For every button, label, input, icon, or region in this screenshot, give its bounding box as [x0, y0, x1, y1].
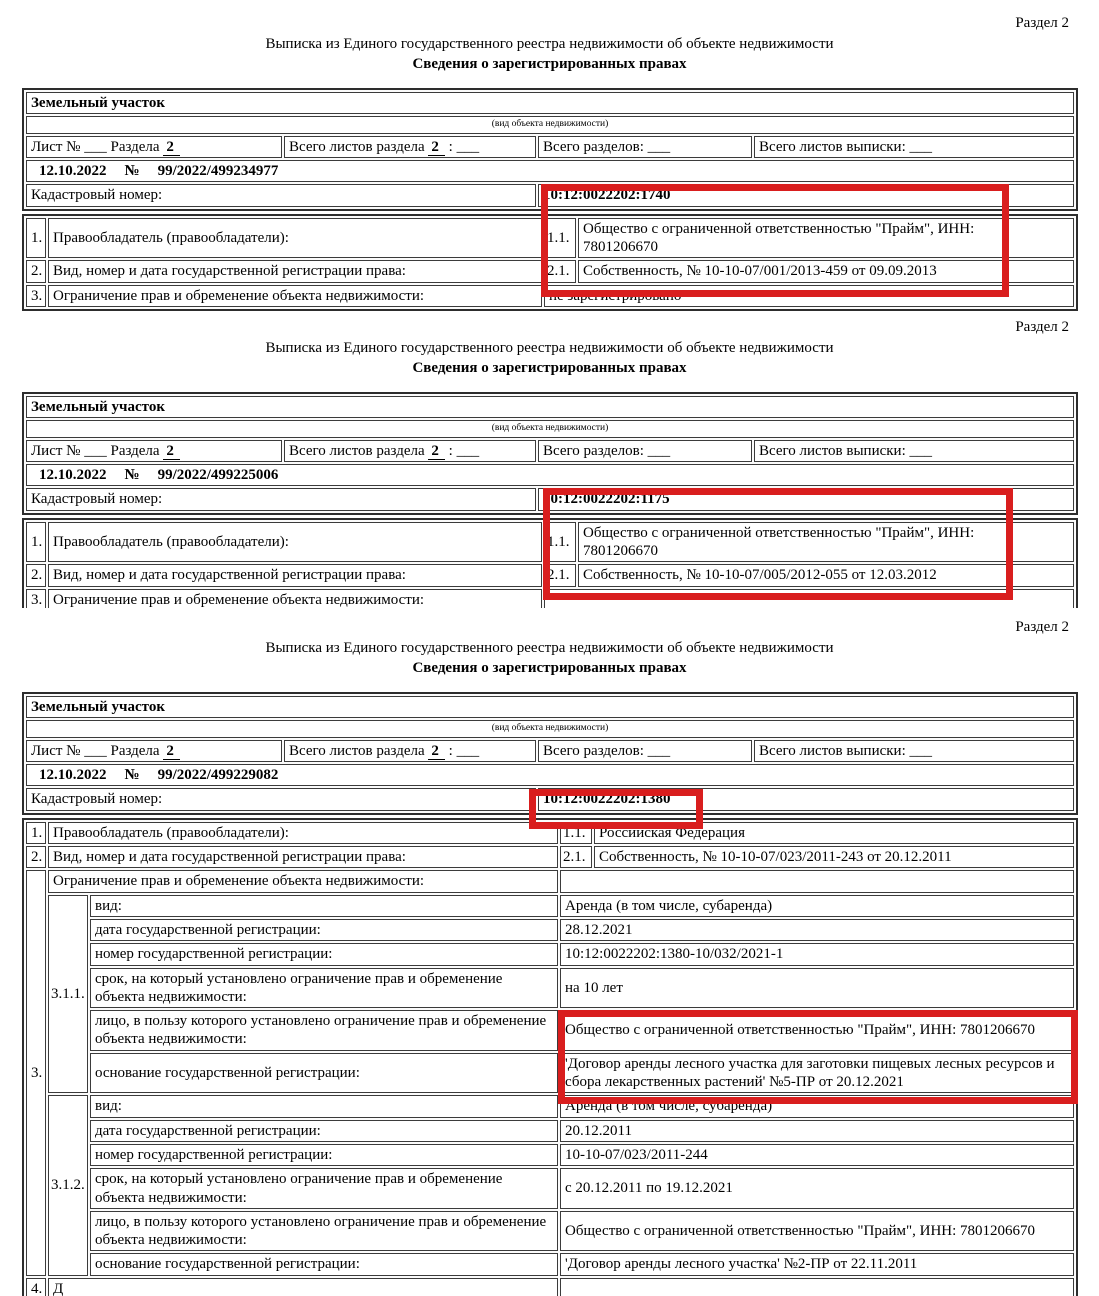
row-number: 3. [26, 870, 46, 1275]
row-label: номер государственной регистрации: [90, 1144, 558, 1166]
extract-number: 99/2022/499229082 [157, 767, 279, 784]
row-value: Собственность, № 10-10-07/023/2011-243 от 20.12.2011 [594, 846, 1074, 868]
document-section-2 [0, 312, 1099, 612]
extract-date-line [26, 464, 1074, 486]
row-label: срок, на который установлено ограничение прав и обременение объекта недвижимости: [90, 968, 558, 1009]
sheet-info-row [26, 440, 1074, 462]
extract-date-line [26, 764, 1074, 786]
table-row [26, 1278, 1074, 1296]
row-value: 28.12.2021 [560, 919, 1074, 941]
row-subnumber: 2.1. [544, 564, 576, 586]
object-type: Земельный участок [26, 396, 1074, 418]
table-row [26, 870, 1074, 892]
extract-date: 12.10.2022 [39, 163, 107, 180]
row-value: Собственность, № 10-10-07/005/2012-055 от 12.03.2012 [578, 564, 1074, 586]
total-sections-cell: Всего разделов: ___ [538, 440, 752, 462]
row-label: Вид, номер и дата государственной регистрации права: [48, 846, 558, 868]
row-label: Правообладатель (правообладатели): [48, 522, 542, 563]
table-row [26, 260, 1074, 282]
total-sheets-cell: Всего листов раздела 2 : ___ [284, 136, 536, 158]
rights-table [22, 818, 1078, 1296]
row-value: Аренда (в том числе, субаренда) [560, 895, 1074, 917]
row-number: 1. [26, 522, 46, 563]
row-label: лицо, в пользу которого установлено ограничение прав и обременение объекта недвижимости: [90, 1211, 558, 1252]
extract-date: 12.10.2022 [39, 767, 107, 784]
row-label: Вид, номер и дата государственной регистрации права: [48, 260, 542, 282]
row-value [544, 589, 1074, 608]
object-type-caption: (вид объекта недвижимости) [26, 720, 1074, 738]
sheet-info-row [26, 136, 1074, 158]
document-section-3 [0, 612, 1099, 1296]
document-section-1 [0, 0, 1099, 312]
rights-table [22, 518, 1078, 608]
row-label: Правообладатель (правообладатели): [48, 218, 542, 259]
table-row [26, 968, 1074, 1009]
row-value: 'Договор аренды лесного участка для заготовки пищевых лесных ресурсов и сбора лекарственных растений' №5-ПР от 20.12.2021 [560, 1053, 1074, 1094]
group-number: 3.1.2. [48, 1095, 88, 1275]
row-label: основание государственной регистрации: [90, 1253, 558, 1275]
object-type: Земельный участок [26, 696, 1074, 718]
row-label: срок, на который установлено ограничение прав и обременение объекта недвижимости: [90, 1168, 558, 1209]
table-row [26, 919, 1074, 941]
sheet-number-cell: Лист № ___ Раздела 2 [26, 136, 282, 158]
extract-title: Выписка из Единого государственного реестра недвижимости об объекте недвижимости [265, 640, 834, 656]
row-label: Ограничение прав и обременение объекта недвижимости: [48, 589, 542, 608]
row-number: 1. [26, 218, 46, 259]
row-number: 2. [26, 260, 46, 282]
sheet-number-cell: Лист № ___ Раздела 2 [26, 740, 282, 762]
row-label: дата государственной регистрации: [90, 1120, 558, 1142]
extract-title: Выписка из Единого государственного реестра недвижимости об объекте недвижимости [265, 36, 834, 52]
extract-date-line [26, 160, 1074, 182]
table-row [26, 1120, 1074, 1142]
header-table [22, 392, 1078, 515]
row-value: 10-10-07/023/2011-244 [560, 1144, 1074, 1166]
section-label: Раздел 2 [1015, 619, 1069, 635]
cadastral-number-value: 10:12:0022202:1175 [538, 488, 1074, 510]
restriction-header-value [560, 870, 1074, 892]
object-type: Земельный участок [26, 92, 1074, 114]
section-label: Раздел 2 [1015, 15, 1069, 31]
row-value: Общество с ограниченной ответственностью "Прайм", ИНН: 7801206670 [578, 218, 1074, 259]
row-value: Общество с ограниченной ответственностью "Прайм", ИНН: 7801206670 [560, 1211, 1074, 1252]
row-value: 'Договор аренды лесного участка' №2-ПР от 22.11.2011 [560, 1253, 1074, 1275]
extract-subtitle: Сведения о зарегистрированных правах [412, 56, 687, 72]
cadastral-number-label: Кадастровый номер: [26, 184, 536, 206]
table-row [26, 218, 1074, 259]
row-number: 1. [26, 822, 46, 844]
row-number: 4. [26, 1278, 46, 1296]
extract-number: 99/2022/499225006 [157, 467, 279, 484]
table-row [26, 1010, 1074, 1051]
table-row [26, 564, 1074, 586]
row-label: вид: [90, 895, 558, 917]
row-value: Общество с ограниченной ответственностью "Прайм", ИНН: 7801206670 [578, 522, 1074, 563]
table-row [26, 589, 1074, 608]
extract-title: Выписка из Единого государственного реестра недвижимости об объекте недвижимости [265, 340, 834, 356]
restriction-header-label: Ограничение прав и обременение объекта недвижимости: [48, 870, 558, 892]
row-value: Российская Федерация [594, 822, 1074, 844]
number-sign: № [124, 767, 140, 784]
row-subnumber: 1.1. [560, 822, 592, 844]
row-value [560, 1278, 1074, 1296]
number-sign: № [124, 467, 140, 484]
total-sections-cell: Всего разделов: ___ [538, 740, 752, 762]
total-sections-cell: Всего разделов: ___ [538, 136, 752, 158]
table-row [26, 285, 1074, 307]
table-row [26, 846, 1074, 868]
row-number: 3. [26, 589, 46, 608]
row-value: не зарегистрировано [544, 285, 1074, 307]
row-label: Вид, номер и дата государственной регистрации права: [48, 564, 542, 586]
sheet-number-cell: Лист № ___ Раздела 2 [26, 440, 282, 462]
header-table [22, 692, 1078, 815]
row-value: с 20.12.2011 по 19.12.2021 [560, 1168, 1074, 1209]
object-type-caption: (вид объекта недвижимости) [26, 116, 1074, 134]
table-row [26, 1144, 1074, 1166]
row-value: 20.12.2011 [560, 1120, 1074, 1142]
row-number: 3. [26, 285, 46, 307]
row-label: Ограничение прав и обременение объекта недвижимости: [48, 285, 542, 307]
row-label: Д [48, 1278, 558, 1296]
table-row [26, 1211, 1074, 1252]
total-extract-sheets-cell: Всего листов выписки: ___ [754, 136, 1074, 158]
row-value: Собственность, № 10-10-07/001/2013-459 от 09.09.2013 [578, 260, 1074, 282]
object-type-caption: (вид объекта недвижимости) [26, 420, 1074, 438]
extract-subtitle: Сведения о зарегистрированных правах [412, 660, 687, 676]
row-value: Аренда (в том числе, субаренда) [560, 1095, 1074, 1117]
total-sheets-cell: Всего листов раздела 2 : ___ [284, 740, 536, 762]
extract-number: 99/2022/499234977 [157, 163, 279, 180]
row-subnumber: 2.1. [560, 846, 592, 868]
row-value: Общество с ограниченной ответственностью "Прайм", ИНН: 7801206670 [560, 1010, 1074, 1051]
table-row [26, 1053, 1074, 1094]
cadastral-number-value: 10:12:0022202:1740 [538, 184, 1074, 206]
extract-subtitle: Сведения о зарегистрированных правах [412, 360, 687, 376]
number-sign: № [124, 163, 140, 180]
row-subnumber: 2.1. [544, 260, 576, 282]
row-label: Правообладатель (правообладатели): [48, 822, 558, 844]
row-number: 2. [26, 564, 46, 586]
table-row [26, 522, 1074, 563]
total-extract-sheets-cell: Всего листов выписки: ___ [754, 740, 1074, 762]
total-extract-sheets-cell: Всего листов выписки: ___ [754, 440, 1074, 462]
row-subnumber: 1.1. [544, 218, 576, 259]
cadastral-number-label: Кадастровый номер: [26, 488, 536, 510]
table-row [26, 895, 1074, 917]
total-sheets-cell: Всего листов раздела 2 : ___ [284, 440, 536, 462]
row-label: вид: [90, 1095, 558, 1117]
header-table [22, 88, 1078, 211]
row-value: 10:12:0022202:1380-10/032/2021-1 [560, 943, 1074, 965]
table-row [26, 1168, 1074, 1209]
table-row [26, 1253, 1074, 1275]
extract-date: 12.10.2022 [39, 467, 107, 484]
group-number: 3.1.1. [48, 895, 88, 1094]
row-label: основание государственной регистрации: [90, 1053, 558, 1094]
row-label: номер государственной регистрации: [90, 943, 558, 965]
rights-table [22, 214, 1078, 311]
row-subnumber: 1.1. [544, 522, 576, 563]
sheet-info-row [26, 740, 1074, 762]
table-row [26, 822, 1074, 844]
row-label: лицо, в пользу которого установлено ограничение прав и обременение объекта недвижимости: [90, 1010, 558, 1051]
table-row [26, 943, 1074, 965]
cadastral-number-label: Кадастровый номер: [26, 788, 536, 810]
row-number: 2. [26, 846, 46, 868]
cadastral-number-value: 10:12:0022202:1380 [538, 788, 1074, 810]
row-value: на 10 лет [560, 968, 1074, 1009]
table-row [26, 1095, 1074, 1117]
row-label: дата государственной регистрации: [90, 919, 558, 941]
section-label: Раздел 2 [1015, 319, 1069, 335]
